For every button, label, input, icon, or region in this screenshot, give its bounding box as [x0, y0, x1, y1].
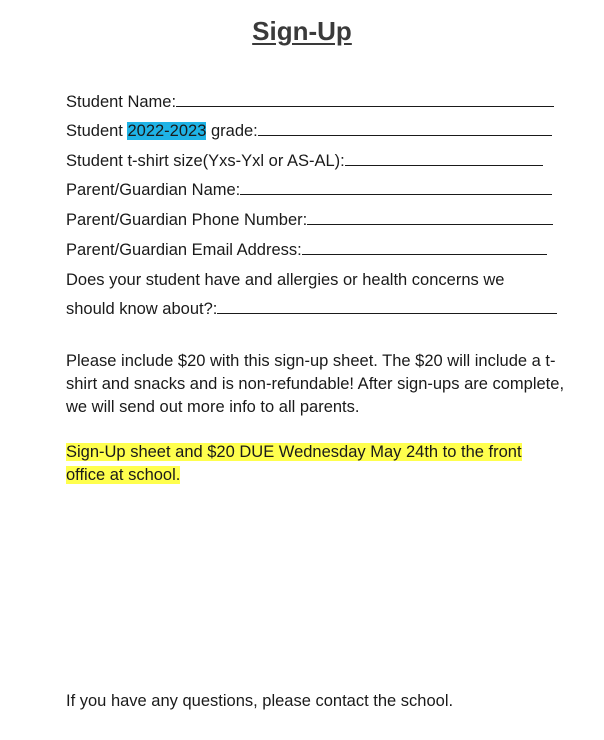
student-grade-line[interactable] — [258, 121, 552, 136]
student-grade-label: grade: — [206, 122, 258, 140]
parent-email-line[interactable] — [302, 240, 547, 255]
student-name-field — [66, 92, 554, 112]
parent-phone-line[interactable] — [307, 210, 553, 225]
student-grade-prefix: Student — [66, 122, 128, 140]
info-paragraph: Please include $20 with this sign-up sheet. The $20 will include a t-shirt and snacks and is non-refundable! After sign-ups are complete, we will send out more info to all parents. — [66, 352, 565, 416]
allergies-line[interactable] — [217, 299, 557, 314]
footer-note: If you have any questions, please contact the school. — [66, 692, 454, 710]
allergies-question-line1: Does your student have and allergies or health concerns we — [66, 271, 505, 289]
parent-name-label: Parent/Guardian Name: — [66, 181, 241, 199]
allergies-field — [66, 299, 557, 319]
student-name-line[interactable] — [176, 92, 554, 107]
student-grade-field — [66, 121, 552, 141]
parent-email-label: Parent/Guardian Email Address: — [66, 241, 302, 259]
due-notice — [66, 441, 546, 487]
tshirt-size-line[interactable] — [345, 151, 543, 166]
due-notice-text: Sign-Up sheet and $20 DUE Wednesday May 24th to the front office at school. — [66, 443, 522, 484]
parent-phone-field — [66, 210, 553, 230]
parent-phone-label: Parent/Guardian Phone Number: — [66, 211, 308, 229]
allergies-question — [66, 270, 504, 290]
parent-name-field — [66, 180, 552, 200]
tshirt-size-field — [66, 151, 543, 171]
student-name-label: Student Name: — [66, 93, 177, 111]
page-title: Sign-Up — [252, 16, 352, 46]
school-year-highlight: 2022-2023 — [127, 122, 207, 140]
allergies-question-line2: should know about?: — [66, 300, 218, 318]
parent-email-field — [66, 240, 547, 260]
parent-name-line[interactable] — [240, 180, 552, 195]
tshirt-size-label: Student t-shirt size(Yxs-Yxl or AS-AL): — [66, 152, 345, 170]
